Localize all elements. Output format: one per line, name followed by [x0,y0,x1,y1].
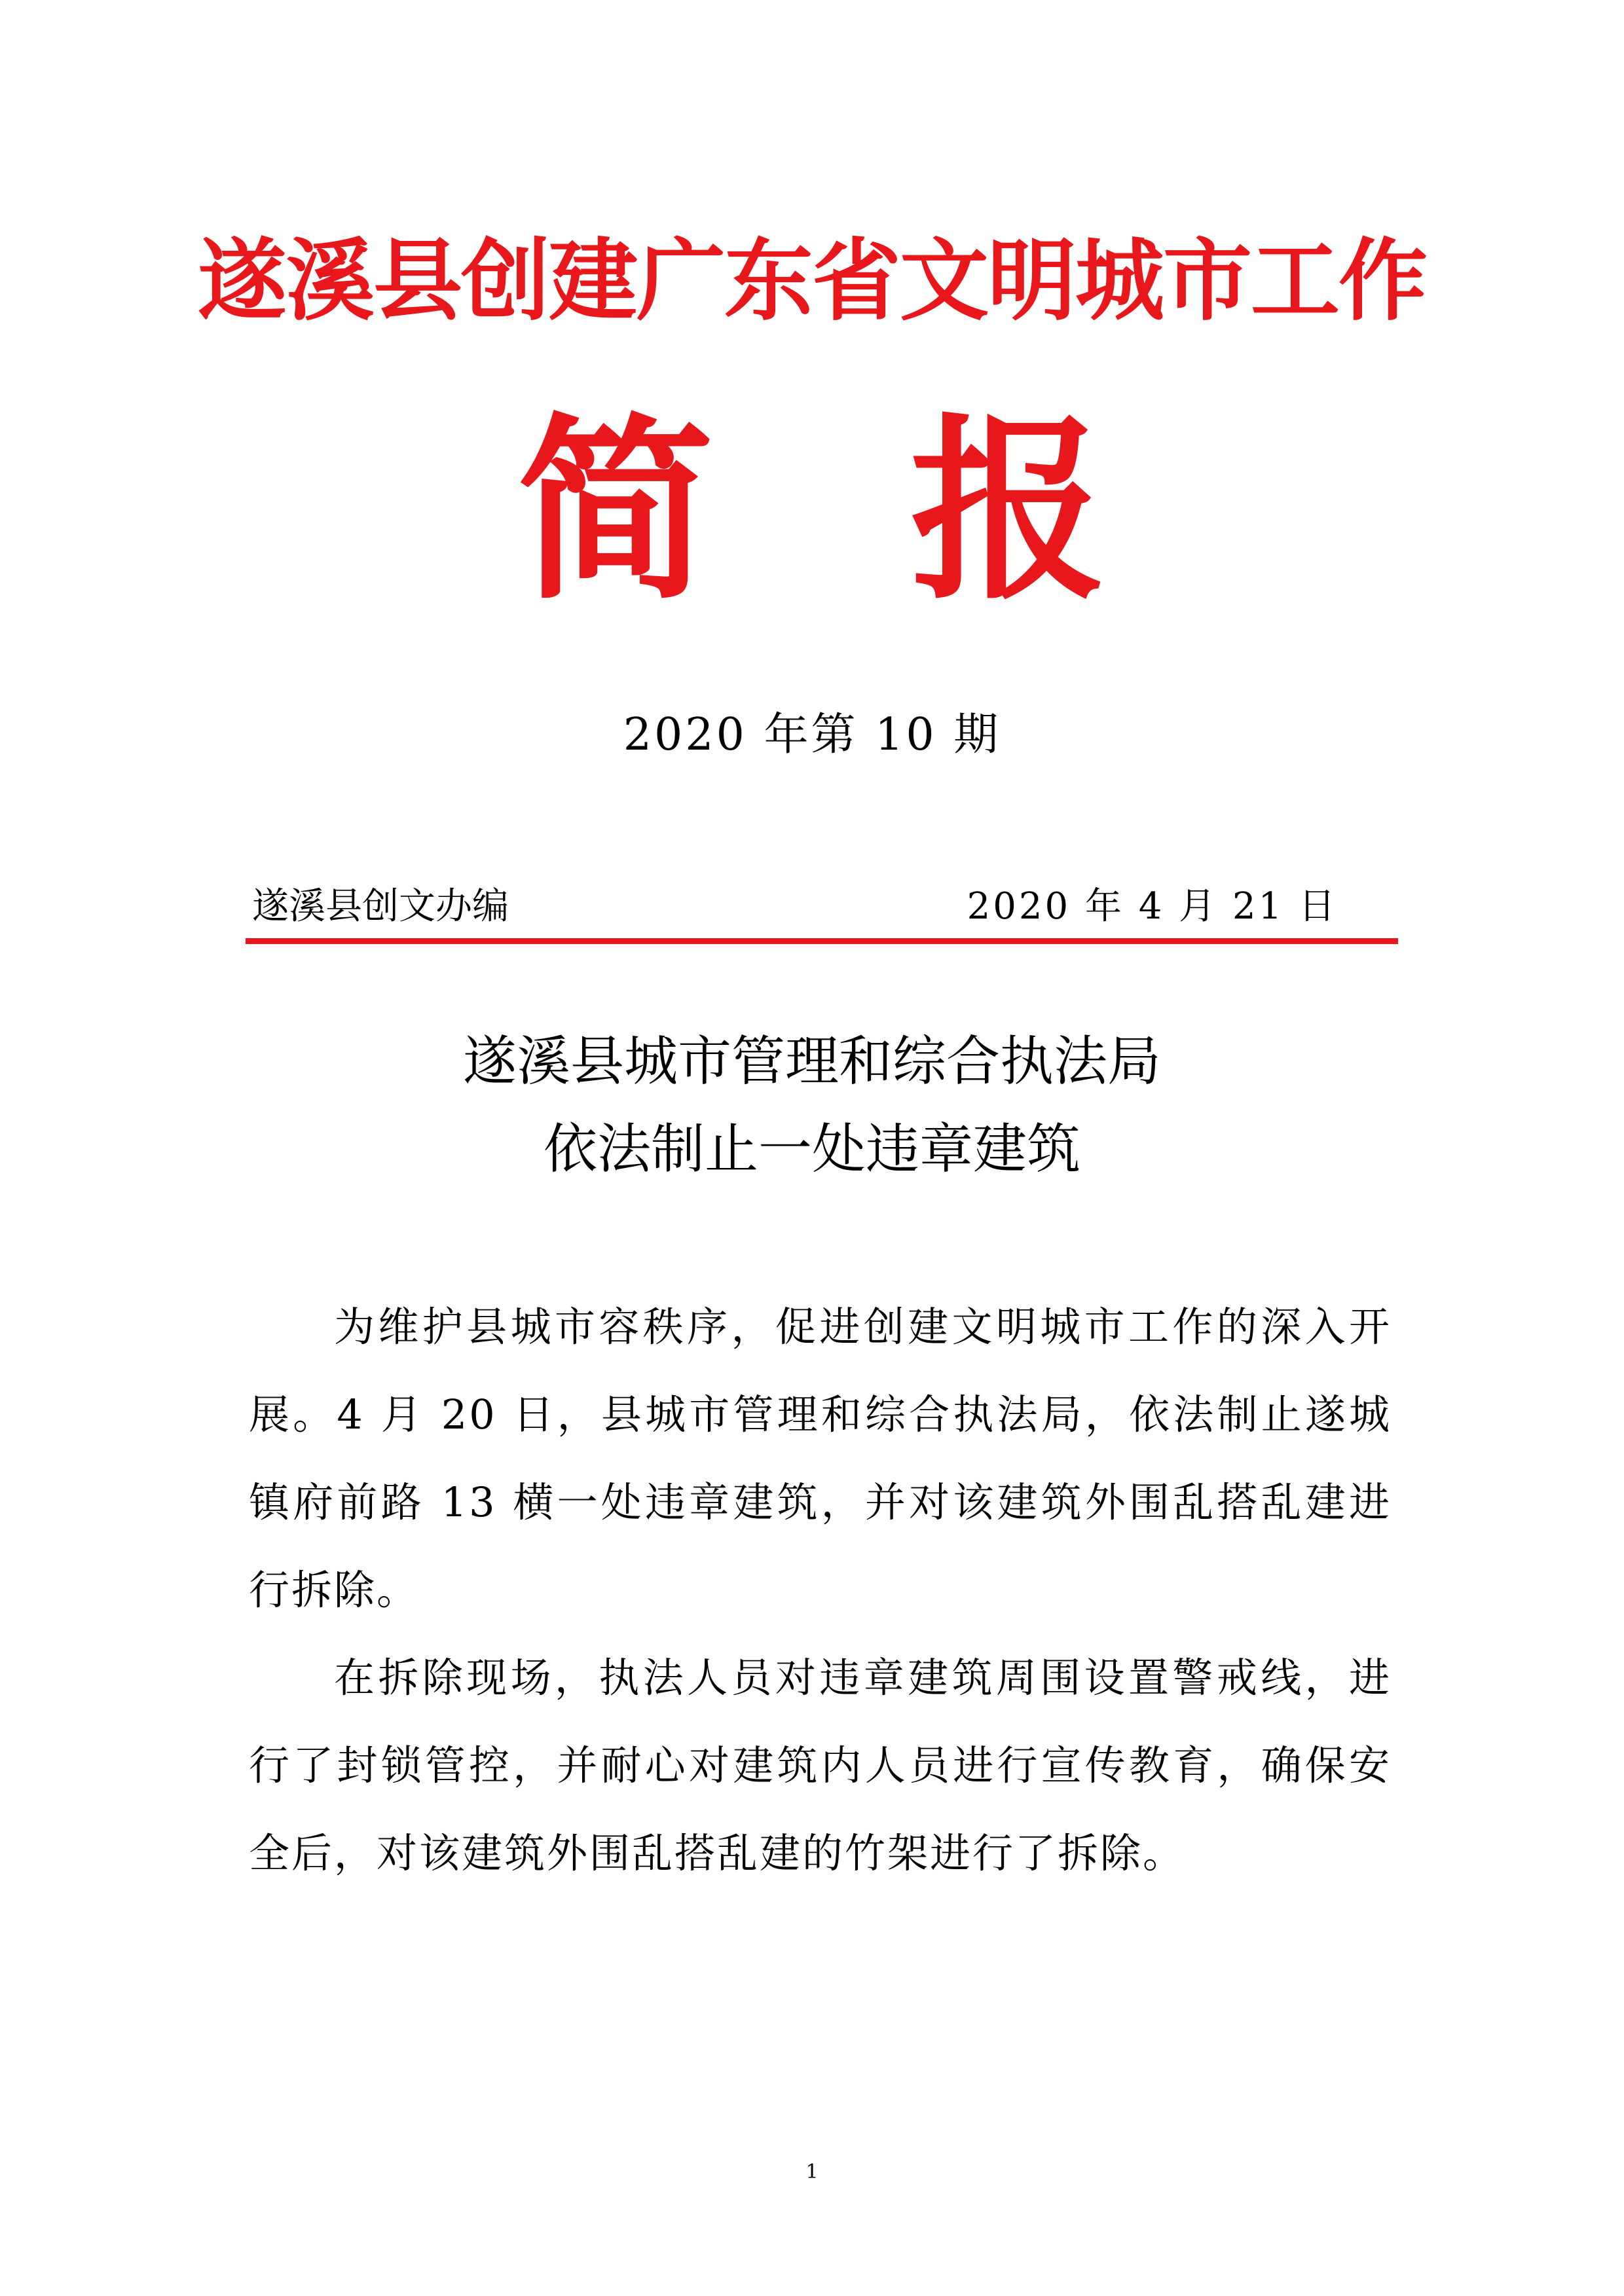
article-body [249,1283,1392,1897]
headline-line-2: 依法制止一处违章建筑 [543,1118,1080,1180]
headline-line-1: 遂溪县城市管理和综合执法局 [462,1030,1161,1093]
body-paragraph-1: 为维护县城市容秩序，促进创建文明城市工作的深入开展。4 月 20 日，县城市管理和综合执法局，依法制止遂城镇府前路 13 横一处违章建筑，并对该建筑外围乱搭乱建进行拆除。 [249,1303,1392,1614]
issue-number: 2020 年第 10 期 [623,709,1001,761]
editor-label: 遂溪县创文办编 [252,885,509,928]
bulletin-title: 简报 [517,395,1303,626]
org-title: 遂溪县创建广东省文明城市工作 [198,230,1426,333]
publish-date: 2020 年 4 月 21 日 [967,885,1338,928]
page-number: 1 [805,2160,819,2183]
article-headline [0,1018,1624,1194]
meta-row [246,877,1371,936]
body-paragraph-2: 在拆除现场，执法人员对违章建筑周围设置警戒线，进行了封锁管控，并耐心对建筑内人员进行宣传教育，确保安全后，对该建筑外围乱搭乱建的竹架进行了拆除。 [249,1654,1392,1877]
red-divider [246,938,1398,944]
